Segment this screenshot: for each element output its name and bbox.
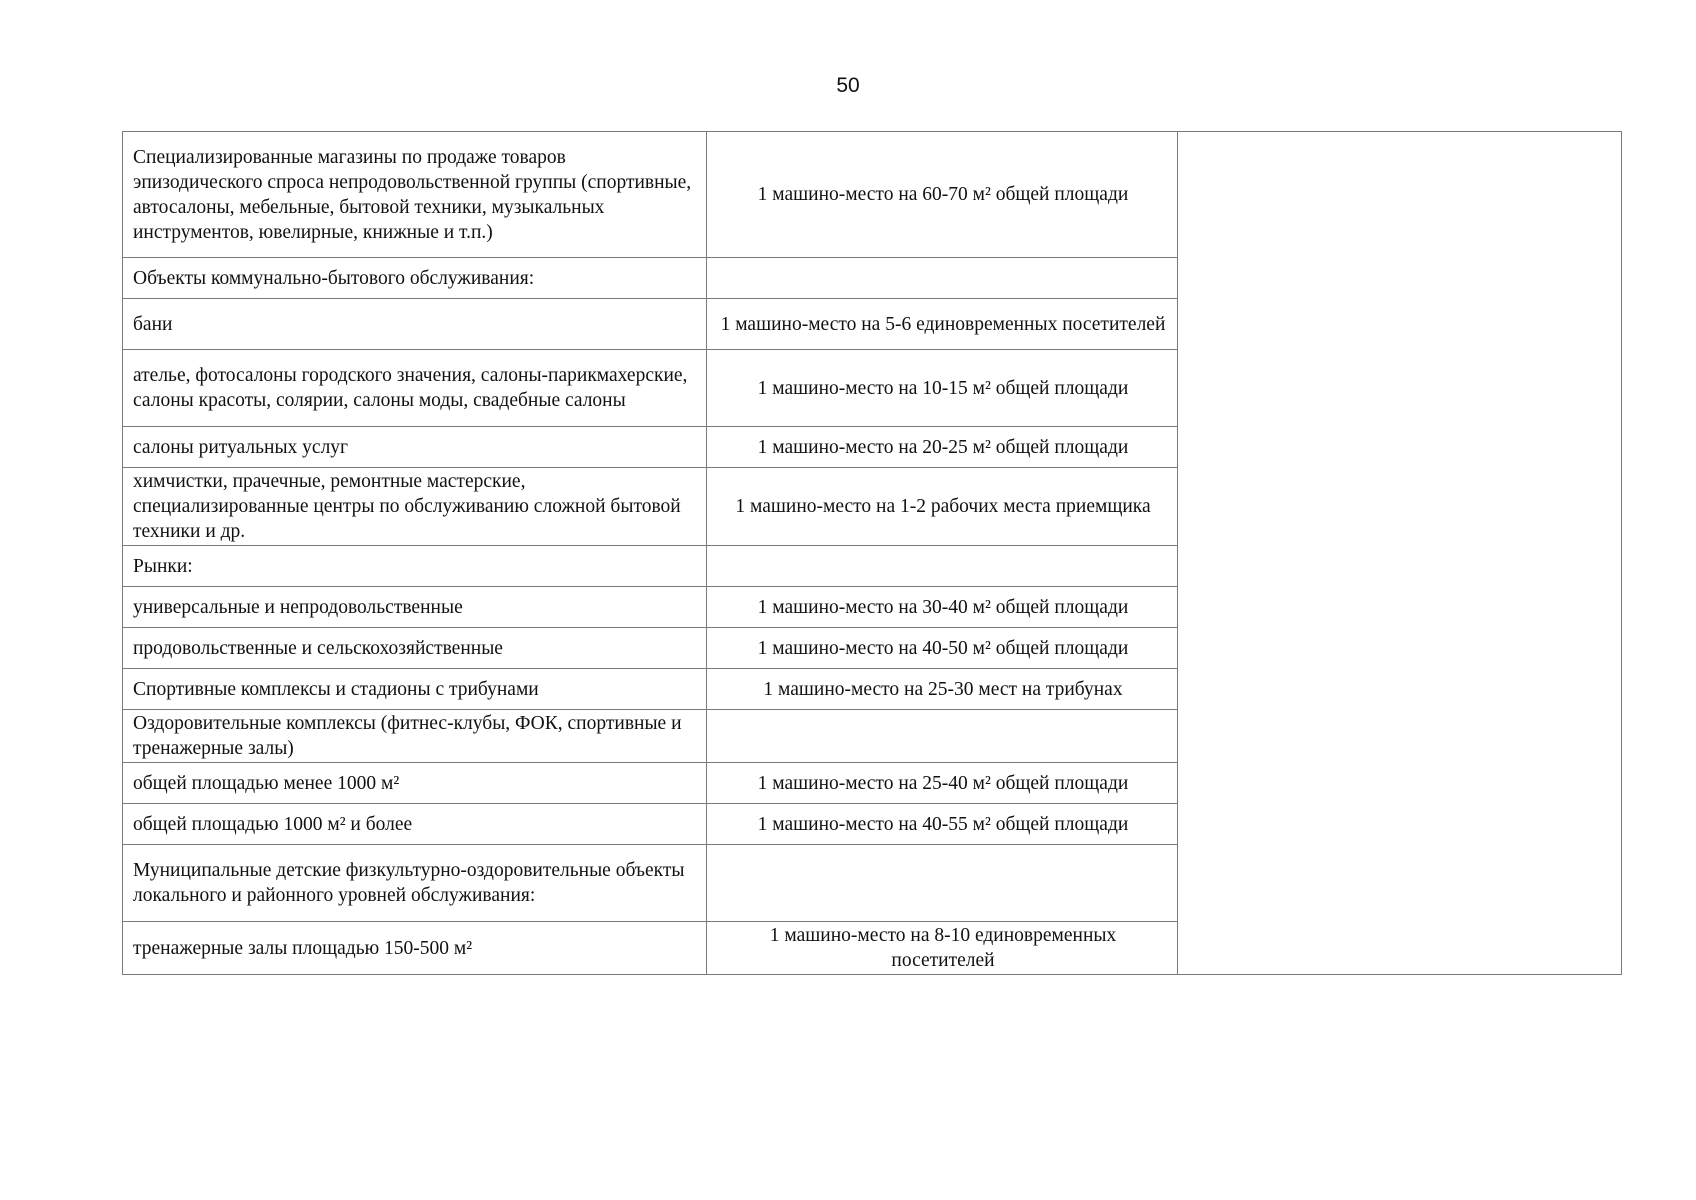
object-type-cell: тренажерные залы площадью 150-500 м²	[123, 922, 707, 975]
parking-norm-cell: 1 машино-место на 30-40 м² общей площади	[707, 587, 1178, 628]
parking-norm-cell: 1 машино-место на 40-50 м² общей площади	[707, 628, 1178, 669]
object-type-cell: Спортивные комплексы и стадионы с трибунами	[123, 669, 707, 710]
object-type-cell: продовольственные и сельскохозяйственные	[123, 628, 707, 669]
page-number: 50	[836, 74, 860, 97]
parking-norm-cell	[707, 546, 1178, 587]
object-type-cell: Объекты коммунально-бытового обслуживания:	[123, 258, 707, 299]
parking-norm-cell: 1 машино-место на 25-30 мест на трибунах	[707, 669, 1178, 710]
object-type-cell: Специализированные магазины по продаже товаров эпизодического спроса непродовольственной группы (спортивные, автосалоны, мебельные, бытовой техники, музыкальных инструментов, ювелирные, книжные и т.п.)	[123, 132, 707, 258]
object-type-cell: бани	[123, 299, 707, 350]
object-type-cell: Рынки:	[123, 546, 707, 587]
parking-norm-cell	[707, 845, 1178, 922]
object-type-cell: Оздоровительные комплексы (фитнес-клубы, ФОК, спортивные и тренажерные залы)	[123, 710, 707, 763]
parking-norm-cell: 1 машино-место на 10-15 м² общей площади	[707, 350, 1178, 427]
parking-norm-cell	[707, 710, 1178, 763]
parking-norm-cell: 1 машино-место на 40-55 м² общей площади	[707, 804, 1178, 845]
parking-norm-cell	[707, 258, 1178, 299]
parking-norms-table	[122, 131, 1622, 975]
object-type-cell: общей площадью 1000 м² и более	[123, 804, 707, 845]
parking-norm-cell: 1 машино-место на 8-10 единовременных посетителей	[707, 922, 1178, 975]
object-type-cell: общей площадью менее 1000 м²	[123, 763, 707, 804]
notes-cell	[1178, 132, 1622, 975]
object-type-cell: салоны ритуальных услуг	[123, 427, 707, 468]
parking-norm-cell: 1 машино-место на 20-25 м² общей площади	[707, 427, 1178, 468]
object-type-cell: химчистки, прачечные, ремонтные мастерские, специализированные центры по обслуживанию сложной бытовой техники и др.	[123, 468, 707, 546]
parking-norm-cell: 1 машино-место на 60-70 м² общей площади	[707, 132, 1178, 258]
parking-norm-cell: 1 машино-место на 25-40 м² общей площади	[707, 763, 1178, 804]
object-type-cell: Муниципальные детские физкультурно-оздоровительные объекты локального и районного уровней обслуживания:	[123, 845, 707, 922]
parking-norm-cell: 1 машино-место на 5-6 единовременных посетителей	[707, 299, 1178, 350]
table-row	[123, 132, 1622, 258]
object-type-cell: универсальные и непродовольственные	[123, 587, 707, 628]
parking-norm-cell: 1 машино-место на 1-2 рабочих места приемщика	[707, 468, 1178, 546]
object-type-cell: ателье, фотосалоны городского значения, салоны-парикмахерские, салоны красоты, солярии, салоны моды, свадебные салоны	[123, 350, 707, 427]
